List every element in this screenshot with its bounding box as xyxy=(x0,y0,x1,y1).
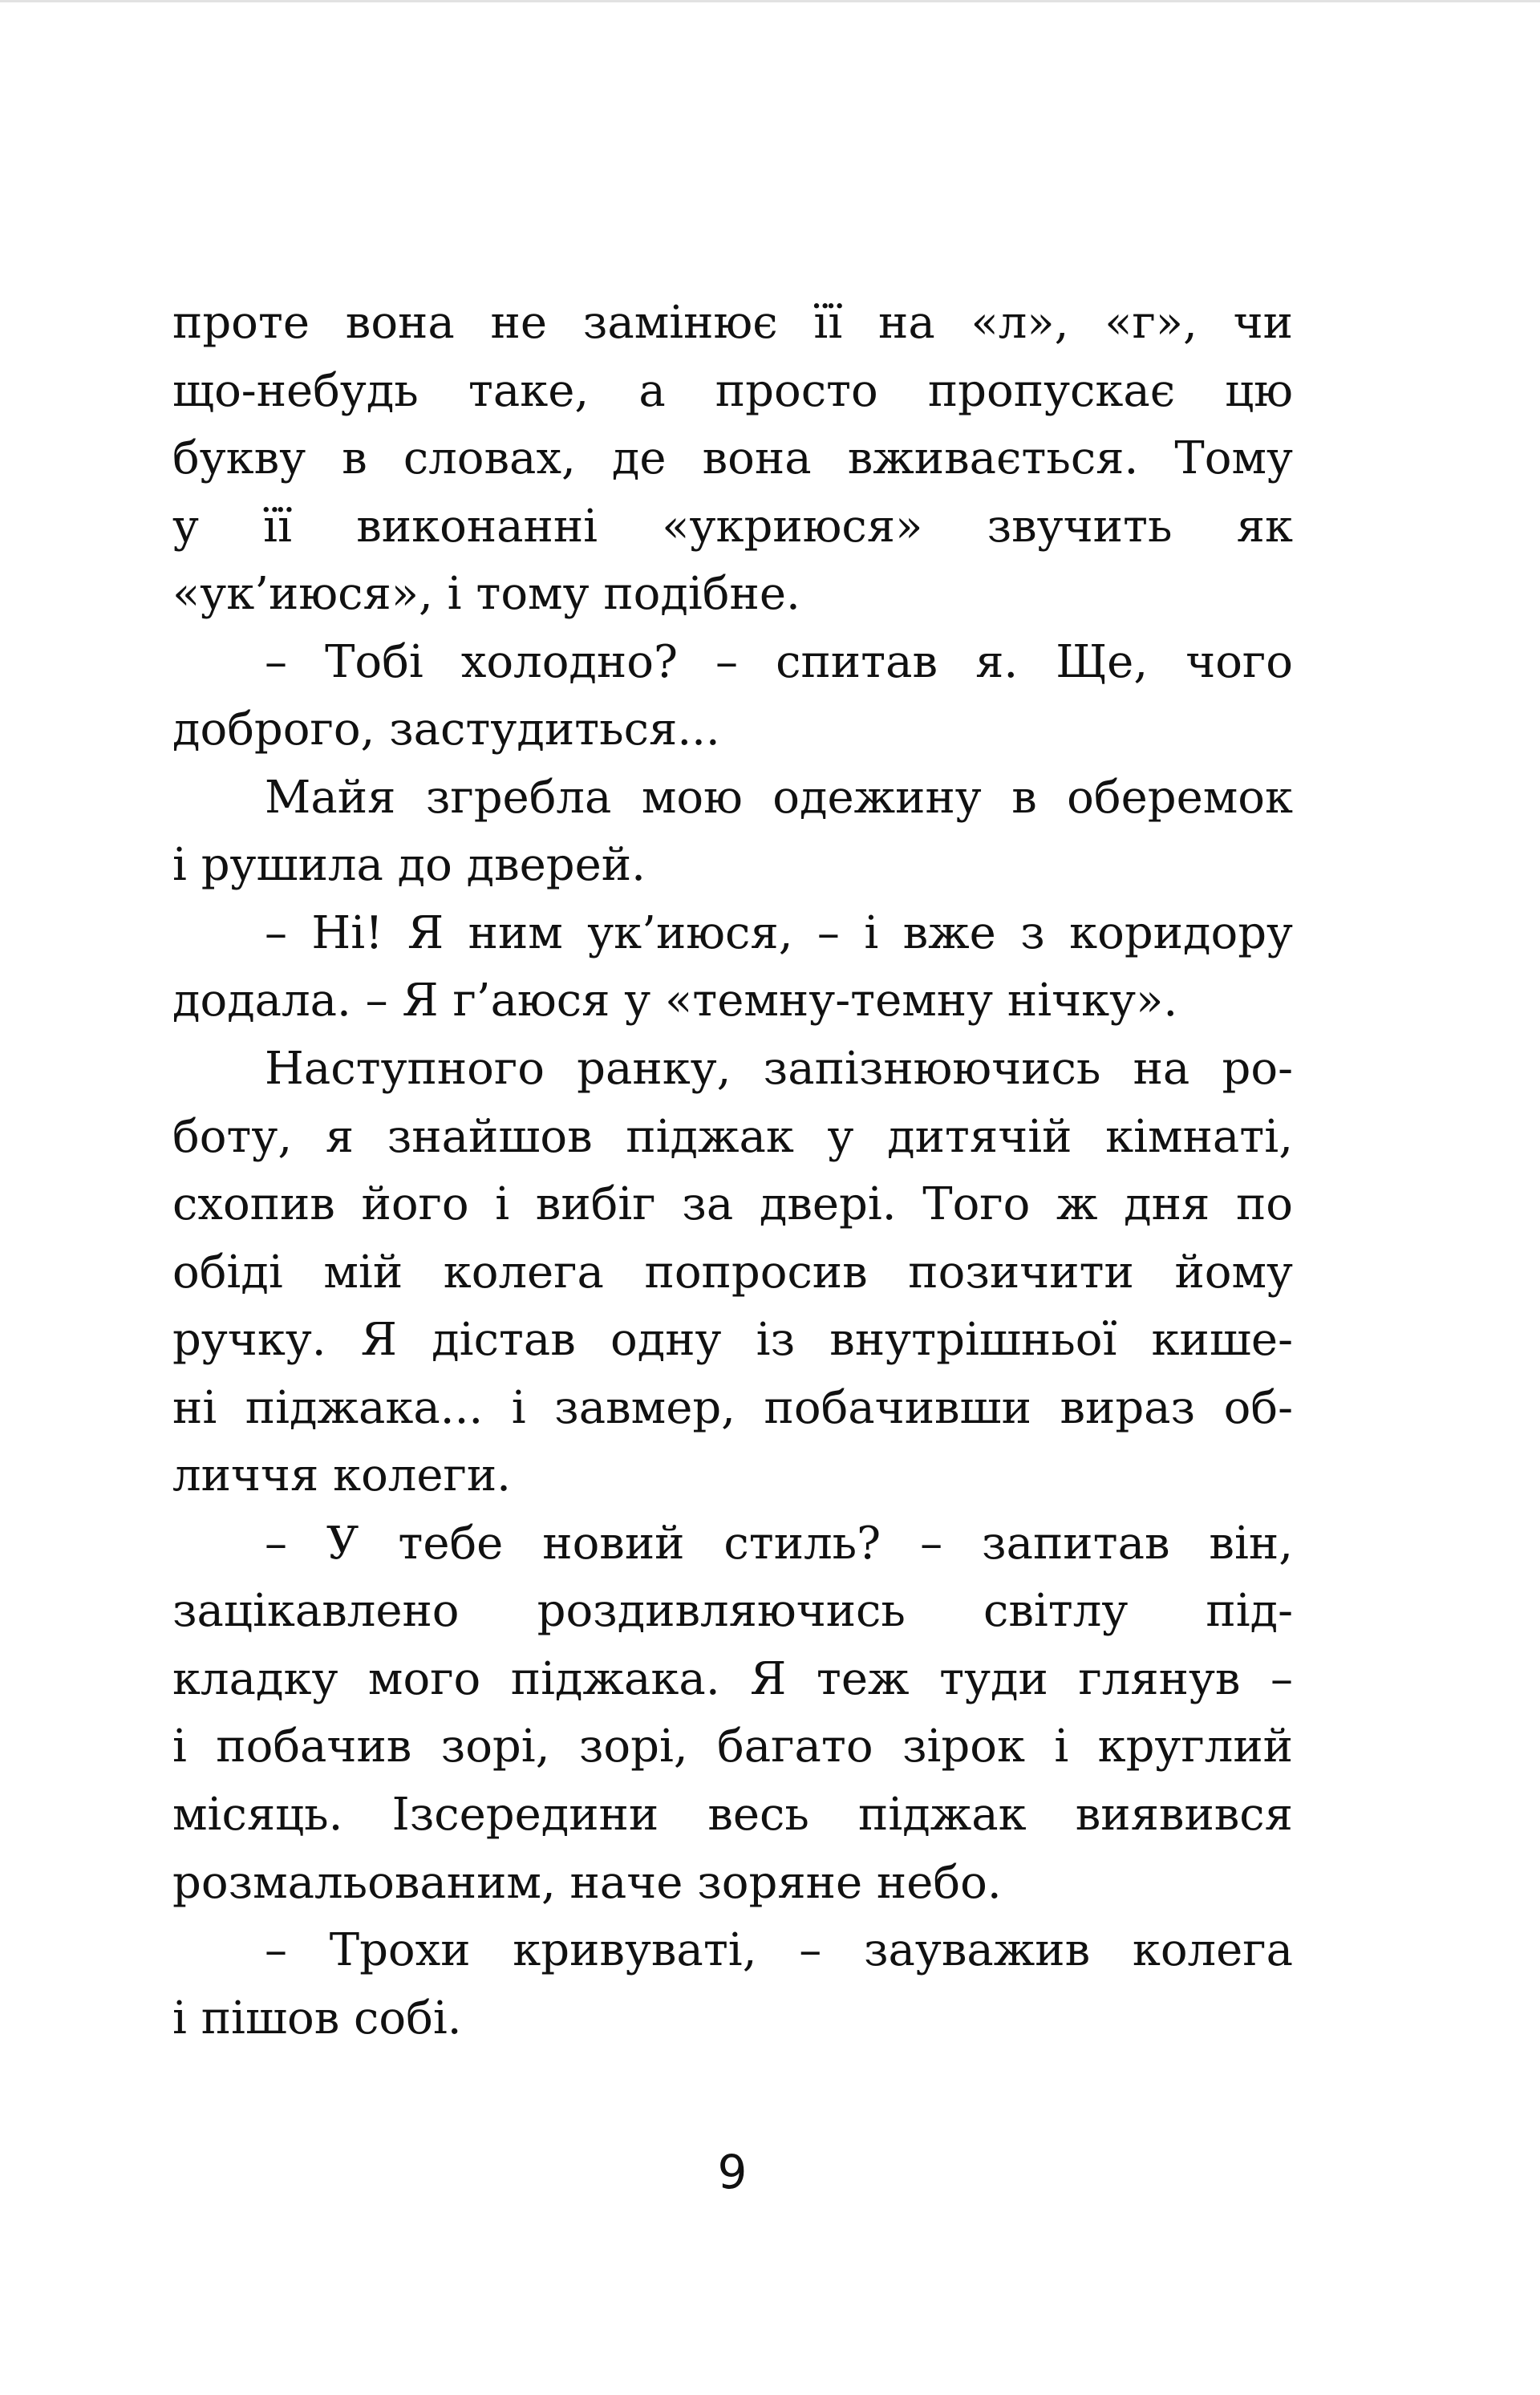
text-line: у її виконанні «укриюся» звучить як xyxy=(172,500,1293,553)
text-line: проте вона не замінює її на «л», «г», чи xyxy=(172,297,1293,349)
text-line: ручку. Я дістав одну із внутрішньої кише- xyxy=(172,1314,1293,1367)
text-line: ні піджака... і завмер, побачивши вираз об- xyxy=(172,1381,1293,1434)
paragraph-first-line: Майя згребла мою одежину в оберемок xyxy=(265,771,1293,824)
text-line: розмальованим, наче зоряне небо. xyxy=(172,1856,1002,1909)
paragraph-first-line: Наступного ранку, запізнюючись на ро- xyxy=(265,1043,1293,1096)
text-line: обіді мій колега попросив позичити йому xyxy=(172,1246,1293,1299)
dialogue-line: – Ні! Я ним ук’июся, – і вже з коридору xyxy=(265,906,1293,959)
page-number: 9 xyxy=(717,2145,748,2199)
text-line: «ук’июся», і тому подібне. xyxy=(172,568,800,621)
dialogue-line: – У тебе новий стиль? – запитав він, xyxy=(265,1517,1293,1570)
dialogue-line: – Трохи кривуваті, – зауважив колега xyxy=(265,1924,1293,1977)
text-line: букву в словах, де вона вживається. Тому xyxy=(172,432,1293,485)
page-body-text xyxy=(172,290,1293,2053)
text-line: і побачив зорі, зорі, багато зірок і круглий xyxy=(172,1720,1293,1773)
text-line: що-небудь таке, а просто пропускає цю xyxy=(172,364,1293,417)
text-line: додала. – Я г’аюся у «темну-темну нічку». xyxy=(172,975,1178,1027)
text-line: і пішов собі. xyxy=(172,1992,462,2044)
text-line: схопив його і вибіг за двері. Того ж дня по xyxy=(172,1178,1293,1231)
text-line: доброго, застудиться... xyxy=(172,703,720,756)
text-line: місяць. Ізсередини весь піджак виявився xyxy=(172,1789,1293,1842)
dialogue-line: – Тобі холодно? – спитав я. Ще, чого xyxy=(265,635,1293,688)
text-line: боту, я знайшов піджак у дитячій кімнаті, xyxy=(172,1110,1293,1163)
text-line: і рушила до дверей. xyxy=(172,839,646,892)
text-line: зацікавлено роздивляючись світлу під- xyxy=(172,1585,1293,1638)
text-line: личчя колеги. xyxy=(172,1449,511,1502)
text-line: кладку мого піджака. Я теж туди глянув – xyxy=(172,1652,1293,1705)
